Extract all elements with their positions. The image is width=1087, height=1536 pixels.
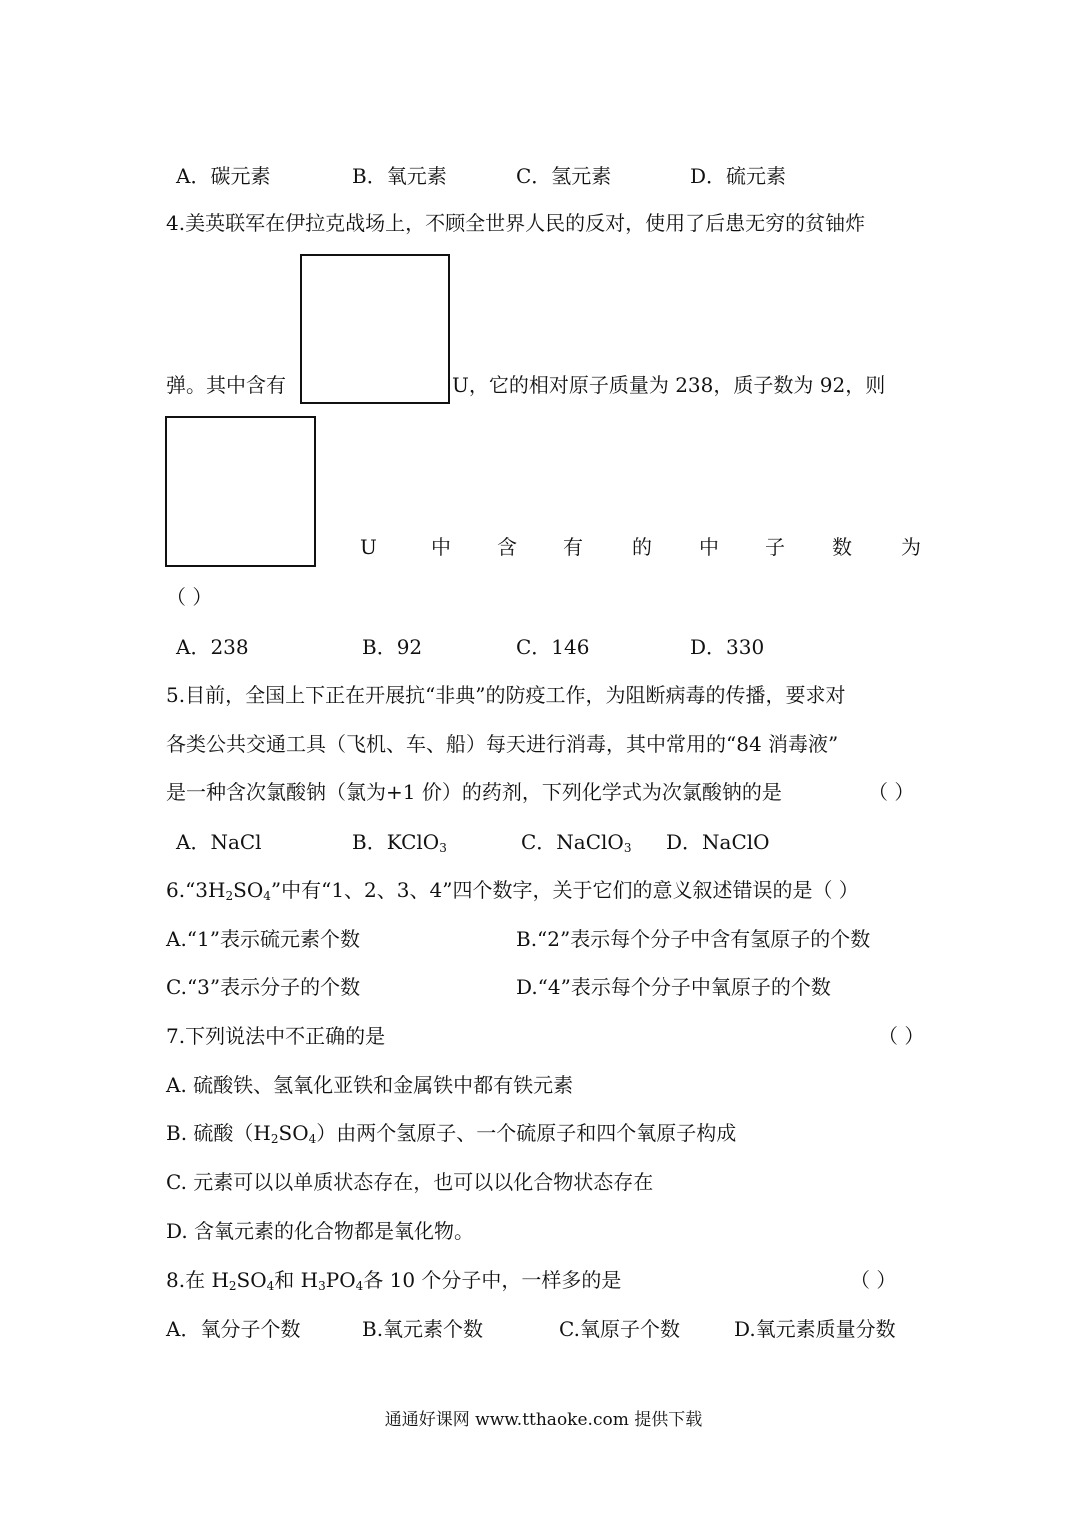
q7-option-c: C. 元素可以以单质状态存在，也可以以化合物状态存在 [166, 1170, 654, 1194]
q4-option-c: C．146 [516, 635, 590, 659]
q7-option-a: A. 硫酸铁、氢氧化亚铁和金属铁中都有铁元素 [166, 1073, 574, 1097]
q7-answer-paren: （ ） [878, 1024, 925, 1048]
q3-option-d: D．硫元素 [690, 164, 787, 188]
q4-line3-char: U [360, 535, 377, 559]
page-footer: 通通好课网 www.tthaoke.com 提供下载 [384, 1410, 703, 1430]
q4-stem-line2-a: 弹。其中含有 [166, 373, 286, 397]
q7-option-b: B. 硫酸$(H_2SO_4)$由两个氢原子、一个硫原子和四个氧原子构成 [166, 1121, 737, 1146]
q4-stem-line1: 4.美英联军在伊拉克战场上，不顾全世界人民的反对，使用了后患无穷的贫铀炸 [166, 211, 866, 235]
q4-line3-char: 子 [765, 535, 785, 559]
q4-answer-paren: （ ） [166, 585, 213, 609]
q4-line3-char: 有 [563, 535, 583, 559]
q4-option-b: B．92 [362, 635, 423, 659]
isotope-image-placeholder [165, 416, 316, 567]
isotope-image-placeholder [300, 254, 450, 404]
q4-line3-char: 中 [431, 535, 451, 559]
q6-stem: $6.“3H_2SO_4$”中有“1、2、3、4”四个数字，关于它们的意义叙述错误的是（ ） [166, 878, 859, 903]
q6-option-c: C.“3”表示分子的个数 [166, 975, 361, 999]
q4-line3-char: 中 [699, 535, 719, 559]
q4-line3-char: 数 [832, 535, 852, 559]
q7-option-d: D. 含氧元素的化合物都是氧化物。 [166, 1219, 475, 1243]
q5-stem-line1: 5.目前，全国上下正在开展抗“非典”的防疫工作，为阻断病毒的传播，要求对 [166, 683, 846, 707]
q3-option-c: C．氢元素 [516, 164, 612, 188]
q5-option-a: A．NaCl [176, 830, 262, 854]
q4-line3-char: 含 [497, 535, 517, 559]
q4-line3-char: 的 [632, 535, 652, 559]
q3-option-a: A．碳元素 [176, 164, 271, 188]
q5-stem-line2: 各类公共交通工具（飞机、车、船）每天进行消毒，其中常用的“84 消毒液” [166, 732, 839, 756]
q5-option-b: B．KClO$_3$ [352, 830, 447, 855]
q5-stem-line3: 是一种含次氯酸钠（氯为+1 价）的药剂，下列化学式为次氯酸钠的是 [166, 780, 782, 804]
q8-stem: 8.在 $H_2SO_4$和 $H_3PO_4$各 10 个分子中，一样多的是 [166, 1268, 622, 1293]
q6-option-a: A.“1”表示硫元素个数 [166, 927, 360, 951]
q4-line3-char: 为 [901, 535, 921, 559]
q7-stem: 7.下列说法中不正确的是 [166, 1024, 386, 1048]
q8-option-b: B.氧元素个数 [362, 1317, 484, 1341]
q4-option-a: A．238 [176, 635, 249, 659]
q5-option-d: D．NaClO [666, 830, 770, 854]
q6-option-b: B.“2”表示每个分子中含有氢原子的个数 [516, 927, 871, 951]
q8-option-a: A．氧分子个数 [166, 1317, 301, 1341]
q8-option-d: D.氧元素质量分数 [734, 1317, 896, 1341]
q3-option-b: B．氧元素 [352, 164, 447, 188]
q8-answer-paren: （ ） [850, 1268, 897, 1292]
q6-option-d: D.“4”表示每个分子中氧原子的个数 [516, 975, 831, 999]
q8-option-c: C.氧原子个数 [559, 1317, 680, 1341]
q4-option-d: D．330 [690, 635, 765, 659]
q5-answer-paren: （ ） [868, 780, 915, 804]
q5-option-c: C．NaClO$_3$ [521, 830, 632, 855]
q4-stem-line2-b: U，它的相对原子质量为 238，质子数为 92，则 [452, 373, 886, 397]
